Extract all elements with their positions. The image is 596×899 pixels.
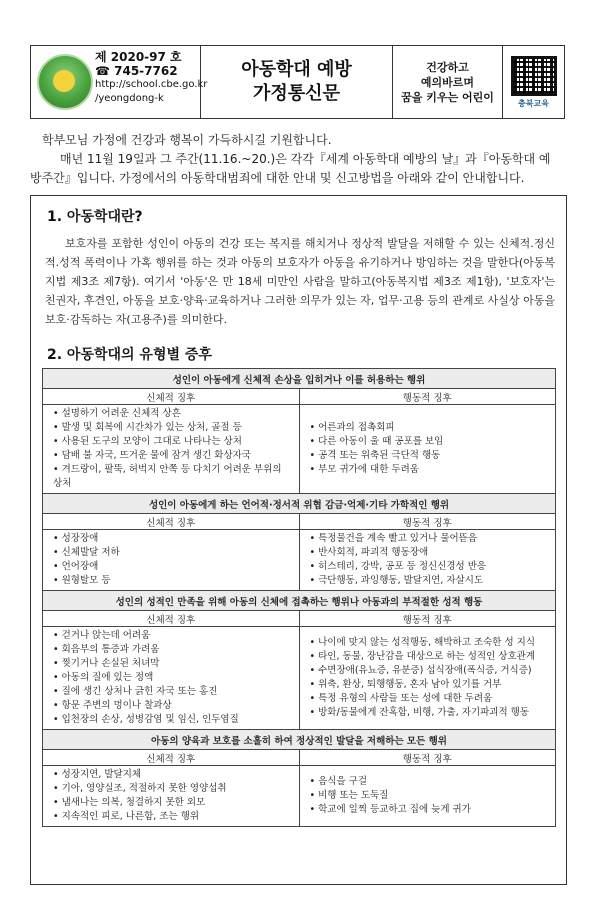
section2-heading: 2. 아동학대의 유형별 증후 (47, 347, 212, 363)
behavioral-signs-cell (299, 530, 556, 591)
col-behavioral-header: 행동적 징후 (299, 611, 556, 627)
symptom-item: • 신체발달 저하 (53, 546, 293, 560)
school-logo-icon (37, 54, 93, 110)
col-physical-header: 신체적 징후 (43, 611, 300, 627)
phone-number: ☎ 745-7762 (95, 64, 178, 78)
symptom-item: • 음식을 구걸 (310, 775, 550, 789)
symptom-item: • 히스테리, 강박, 공포 등 정신신경성 반응 (310, 560, 550, 574)
intro (30, 131, 562, 188)
title-cell (201, 46, 393, 118)
symptom-item: • 아동의 질에 있는 정액 (53, 671, 293, 685)
behavioral-signs-cell (299, 405, 556, 494)
symptom-item: • 냄새나는 의복, 청결하지 못한 외모 (53, 796, 293, 810)
category-title: 성인이 아동에게 신체적 손상을 입히거나 이를 허용하는 행위 (43, 369, 556, 389)
category-title: 성인의 성적인 만족을 위해 아동의 신체에 접촉하는 행위나 아동과의 부적절한 성적 행동 (43, 591, 556, 611)
edu-logo-text: 충북교육 (518, 98, 549, 108)
symptom-item: • 수면장애(유뇨증, 유분증) 섭식장애(폭식증, 거식증) (310, 664, 550, 678)
col-behavioral-header: 행동적 징후 (299, 389, 556, 405)
symptom-item: • 지속적인 피로, 나른함, 조는 행위 (53, 810, 293, 824)
symptom-item: • 특정물건을 계속 빨고 있거나 물어뜯음 (310, 532, 550, 546)
qr-code-icon[interactable] (511, 56, 557, 96)
symptom-item: • 학교에 일찍 등교하고 집에 늦게 귀가 (310, 803, 550, 817)
school-info-cell (31, 46, 208, 118)
col-behavioral-header: 행동적 징후 (299, 514, 556, 530)
motto-line2: 예의바르며 (420, 75, 475, 89)
content-box (30, 195, 567, 885)
issue-number: 제 2020-97 호 (95, 50, 182, 64)
intro-greeting: 학부모님 가정에 건강과 행복이 가득하시길 기원합니다. (42, 133, 332, 147)
symptom-item: • 원형탈모 등 (53, 574, 293, 588)
symptom-item: • 방화/동물에게 잔혹함, 비행, 가출, 자기파괴적 행동 (310, 706, 550, 720)
symptom-item: • 걷거나 앉는데 어려움 (53, 629, 293, 643)
symptom-item: • 극단행동, 과잉행동, 발달지연, 자살시도 (310, 574, 550, 588)
qr-cell (503, 46, 564, 118)
symptom-item: • 성장지연, 발달지체 (53, 768, 293, 782)
symptom-item: • 항문 주변의 멍이나 찰과상 (53, 699, 293, 713)
abuse-signs-table (42, 368, 556, 827)
symptom-item: • 위축, 환상, 퇴행행동, 혼자 남아 있기를 거부 (310, 678, 550, 692)
section1-heading: 1. 아동학대란? (47, 209, 143, 225)
symptom-item: • 나이에 맞지 않는 성적행동, 해박하고 조숙한 성 지식 (310, 636, 550, 650)
col-behavioral-header: 행동적 징후 (299, 750, 556, 766)
title-line1: 아동학대 예방 (241, 59, 352, 80)
section1-body: 보호자를 포함한 성인이 아동의 건강 또는 복지를 해치거나 정상적 발달을 저해할 수 있는 신체적.정신적.성적 폭력이나 가혹 행위를 하는 것과 아동의 보호자가 아동을 유기하거나 방임하는 것을 말한다(아동복지법 제3조 제7항). 여기서 '아동'은 만 18세 미만인 사람을 말하고(아동복지법 제3조 제1항), '보호자'는 친권자, 후견인, 아동을 보호·양육·교육하거나 그러한 의무가 있는 자, 업무·고용 등의 관계로 사실상 아동을 보호·감독하는 자(고용주)를 의미한다. (45, 237, 555, 326)
title-line2: 가정통신문 (253, 83, 340, 104)
school-url-path[interactable]: /yeongdong-k (95, 93, 164, 104)
symptom-item: • 어른과의 접촉회피 (310, 421, 550, 435)
symptom-item: • 설명하기 어려운 신체적 상흔 (53, 407, 293, 421)
category-title: 아동의 양육과 보호를 소홀히 하여 정상적인 발달을 저해하는 모든 행위 (43, 730, 556, 750)
symptom-item: • 언어장애 (53, 560, 293, 574)
symptom-item: • 찢기거나 손실된 처녀막 (53, 657, 293, 671)
physical-signs-cell (43, 627, 300, 730)
symptom-item: • 회음부의 통증과 가려움 (53, 643, 293, 657)
symptom-item: • 타인, 동물, 장난감을 대상으로 하는 성적인 상호관계 (310, 650, 550, 664)
intro-notice: 매년 11월 19일과 그 주간(11.16.~20.)은 각각『세계 아동학대 예방의 날』과『아동학대 예방주간』입니다. 가정에서의 아동학대범죄에 대한 안내 및 신고방법을 아래와 같이 안내합니다. (30, 152, 551, 185)
symptom-item: • 부모 귀가에 대한 두려움 (310, 463, 550, 477)
symptom-item: • 사용된 도구의 모양이 그대로 나타나는 상처 (53, 435, 293, 449)
behavioral-signs-cell (299, 766, 556, 827)
physical-signs-cell (43, 405, 300, 494)
school-url[interactable]: http://school.cbe.go.kr (95, 79, 208, 90)
symptom-item: • 성장장애 (53, 532, 293, 546)
symptom-item: • 반사회적, 파괴적 행동장애 (310, 546, 550, 560)
school-contact (95, 50, 207, 106)
symptom-item: • 특정 유형의 사람들 또는 성에 대한 두려움 (310, 692, 550, 706)
category-title: 성인이 아동에게 하는 언어적·정서적 위협 감금·억제·기타 가학적인 행위 (43, 494, 556, 514)
col-physical-header: 신체적 징후 (43, 514, 300, 530)
col-physical-header: 신체적 징후 (43, 389, 300, 405)
symptom-item: • 담배 불 자국, 뜨거운 물에 잠겨 생긴 화상자국 (53, 449, 293, 463)
symptom-item: • 다른 아동이 울 때 공포를 보임 (310, 435, 550, 449)
symptom-item: • 공격 또는 위축된 극단적 행동 (310, 449, 550, 463)
col-physical-header: 신체적 징후 (43, 750, 300, 766)
physical-signs-cell (43, 530, 300, 591)
motto-line1: 건강하고 (426, 60, 469, 74)
physical-signs-cell (43, 766, 300, 827)
symptom-item: • 겨드랑이, 팔뚝, 허벅지 안쪽 등 다치기 어려운 부위의 상처 (53, 463, 293, 491)
behavioral-signs-cell (299, 627, 556, 730)
symptom-item: • 입천장의 손상, 성병감염 및 임신, 인두염질 (53, 713, 293, 727)
motto-cell (393, 46, 503, 118)
motto-line3: 꿈을 키우는 어린이 (401, 90, 494, 104)
symptom-item: • 기아, 영양실조, 적절하지 못한 영양섭취 (53, 782, 293, 796)
symptom-item: • 비행 또는 도둑질 (310, 789, 550, 803)
newsletter-header (30, 45, 565, 119)
symptom-item: • 발생 및 회복에 시간차가 있는 상처, 골절 등 (53, 421, 293, 435)
symptom-item: • 질에 생긴 상처나 긁힌 자국 또는 홍진 (53, 685, 293, 699)
